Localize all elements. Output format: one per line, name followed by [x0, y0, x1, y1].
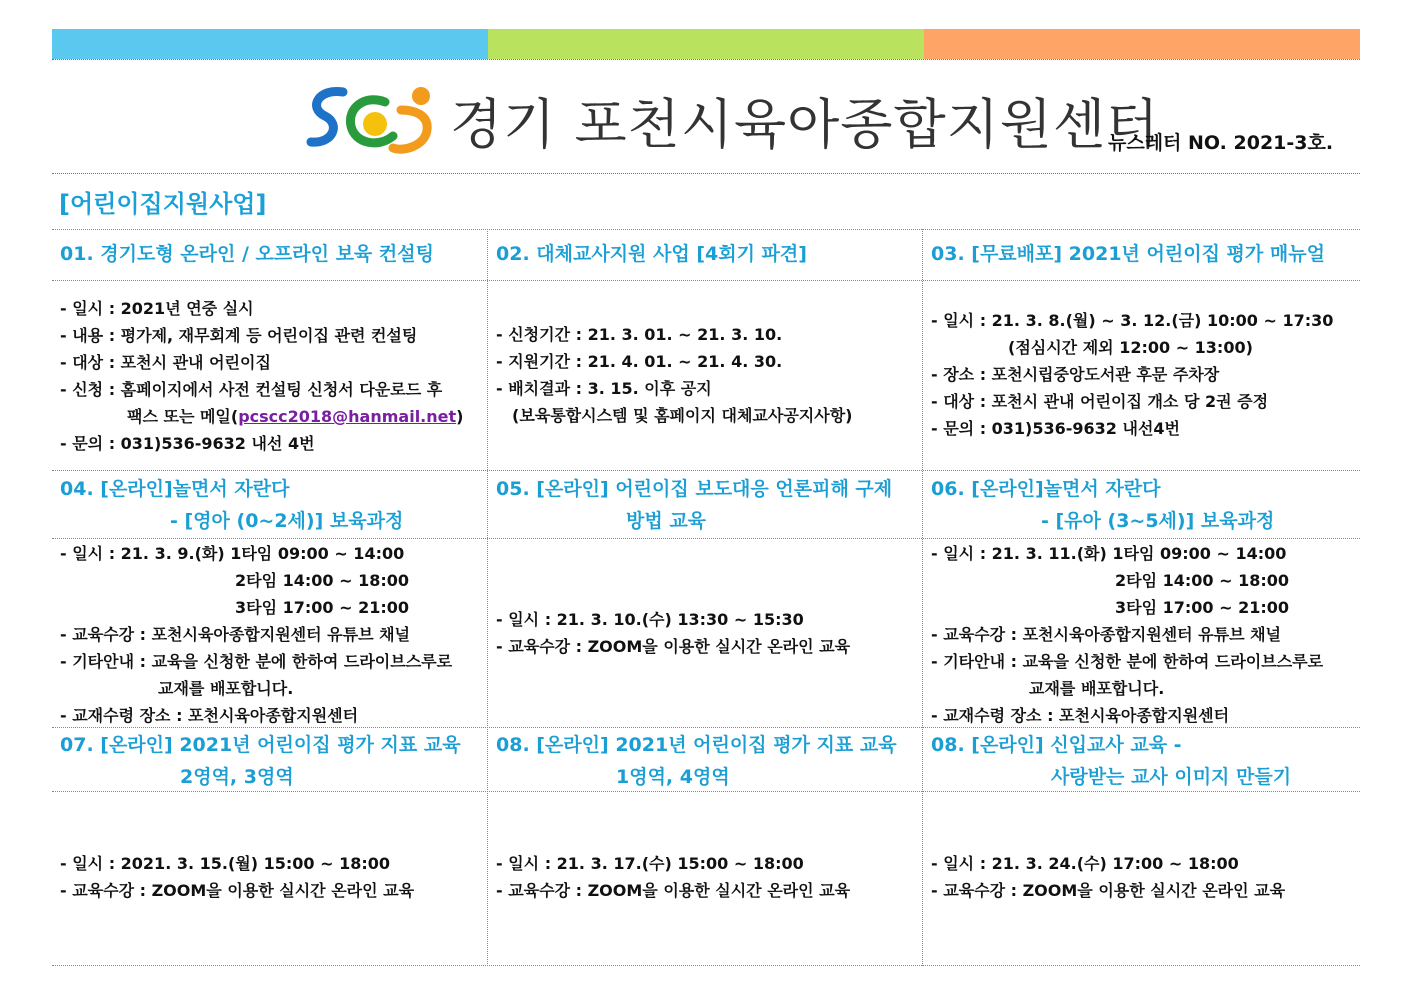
center-logo-icon — [303, 80, 443, 160]
divider — [52, 59, 1360, 60]
program-title-07: 07. [온라인] 2021년 어린이집 평가 지표 교육 2영역, 3영역 — [60, 734, 461, 788]
program-details-09: - 일시 : 21. 3. 24.(수) 17:00 ~ 18:00 - 교육수강 : ZOOM을 이용한 실시간 온라인 교육 — [931, 854, 1286, 900]
grid-line — [52, 965, 1360, 966]
program-title-01: 01. 경기도형 온라인 / 오프라인 보육 컨설팅 — [60, 243, 434, 265]
color-bar-green — [488, 29, 924, 59]
program-title-06: 06. [온라인]놀면서 자란다 - [유아 (3~5세)] 보육과정 — [931, 478, 1275, 532]
program-title-08: 08. [온라인] 2021년 어린이집 평가 지표 교육 1영역, 4영역 — [496, 734, 897, 788]
grid-line — [52, 470, 1360, 471]
program-title-04: 04. [온라인]놀면서 자란다 - [영아 (0~2세)] 보육과정 — [60, 478, 404, 532]
program-title-02: 02. 대체교사지원 사업 [4회기 파견] — [496, 243, 807, 265]
program-title-03: 03. [무료배포] 2021년 어린이집 평가 매뉴얼 — [931, 243, 1325, 265]
program-details-07: - 일시 : 2021. 3. 15.(월) 15:00 ~ 18:00 - 교육수강 : ZOOM을 이용한 실시간 온라인 교육 — [60, 854, 415, 900]
program-details-02: - 신청기간 : 21. 3. 01. ~ 21. 3. 10. - 지원기간 : 21. 4. 01. ~ 21. 4. 30. - 배치결과 : 3. 15. 이후 공지 (보육통합시스템 및 홈페이지 대체교사공지사항) — [496, 325, 853, 425]
program-details-06: - 일시 : 21. 3. 11.(화) 1타임 09:00 ~ 14:00 2타임 14:00 ~ 18:00 3타임 17:00 ~ 21:00 - 교육수강 : 포천시육아종합지원센터 유튜브 채널 - 기타안내 : 교육을 신청한 분에 한하여 드라이브스루로 교재를 배포합니다. - 교재수령 장소 : 포천시육아종합지원센터 — [931, 544, 1324, 725]
issue-number: 뉴스레터 NO. 2021-3호. — [1108, 132, 1334, 154]
section-title: [어린이집지원사업] — [59, 190, 267, 218]
header-color-bar — [52, 29, 1360, 59]
program-details-04: - 일시 : 21. 3. 9.(화) 1타임 09:00 ~ 14:00 2타임 14:00 ~ 18:00 3타임 17:00 ~ 21:00 - 교육수강 : 포천시육아종합지원센터 유튜브 채널 - 기타안내 : 교육을 신청한 분에 한하여 드라이브스루로 교재를 배포합니다. - 교재수령 장소 : 포천시육아종합지원센터 — [60, 544, 453, 725]
program-details-08: - 일시 : 21. 3. 17.(수) 15:00 ~ 18:00 - 교육수강 : ZOOM을 이용한 실시간 온라인 교육 — [496, 854, 851, 900]
program-details-05: - 일시 : 21. 3. 10.(수) 13:30 ~ 15:30 - 교육수강 : ZOOM을 이용한 실시간 온라인 교육 — [496, 610, 851, 656]
program-title-09: 08. [온라인] 신입교사 교육 - 사랑받는 교사 이미지 만들기 — [931, 734, 1292, 788]
program-title-05: 05. [온라인] 어린이집 보도대응 언론피해 구제 방법 교육 — [496, 478, 893, 532]
color-bar-orange — [924, 29, 1360, 59]
program-details-01: - 일시 : 2021년 연중 실시 - 내용 : 평가제, 재무회계 등 어린이집 관련 컨설팅 - 대상 : 포천시 관내 어린이집 - 신청 : 홈페이지에서 사전 컨설팅 신청서 다운로드 후 팩스 또는 메일(pcscc2018@hanmail.net) - 문의 : 031)536-9632 내선 4번 — [60, 299, 464, 453]
grid-line — [52, 280, 1360, 281]
grid-line — [487, 229, 488, 966]
organization-name: 경기 포천시육아종합지원센터 — [450, 93, 1160, 156]
grid-line — [922, 229, 923, 966]
grid-line — [52, 538, 1360, 539]
newsletter-header — [0, 62, 1403, 172]
email-link[interactable]: pcscc2018@hanmail.net — [238, 407, 457, 426]
grid-line — [52, 229, 1360, 230]
program-details-03: - 일시 : 21. 3. 8.(월) ~ 3. 12.(금) 10:00 ~ 17:30 (점심시간 제외 12:00 ~ 13:00) - 장소 : 포천시립중앙도서관 후문 주차장 - 대상 : 포천시 관내 어린이집 개소 당 2권 증정 - 문의 : 031)536-9632 내선4번 — [931, 311, 1334, 438]
color-bar-blue — [52, 29, 488, 59]
divider — [52, 173, 1360, 174]
